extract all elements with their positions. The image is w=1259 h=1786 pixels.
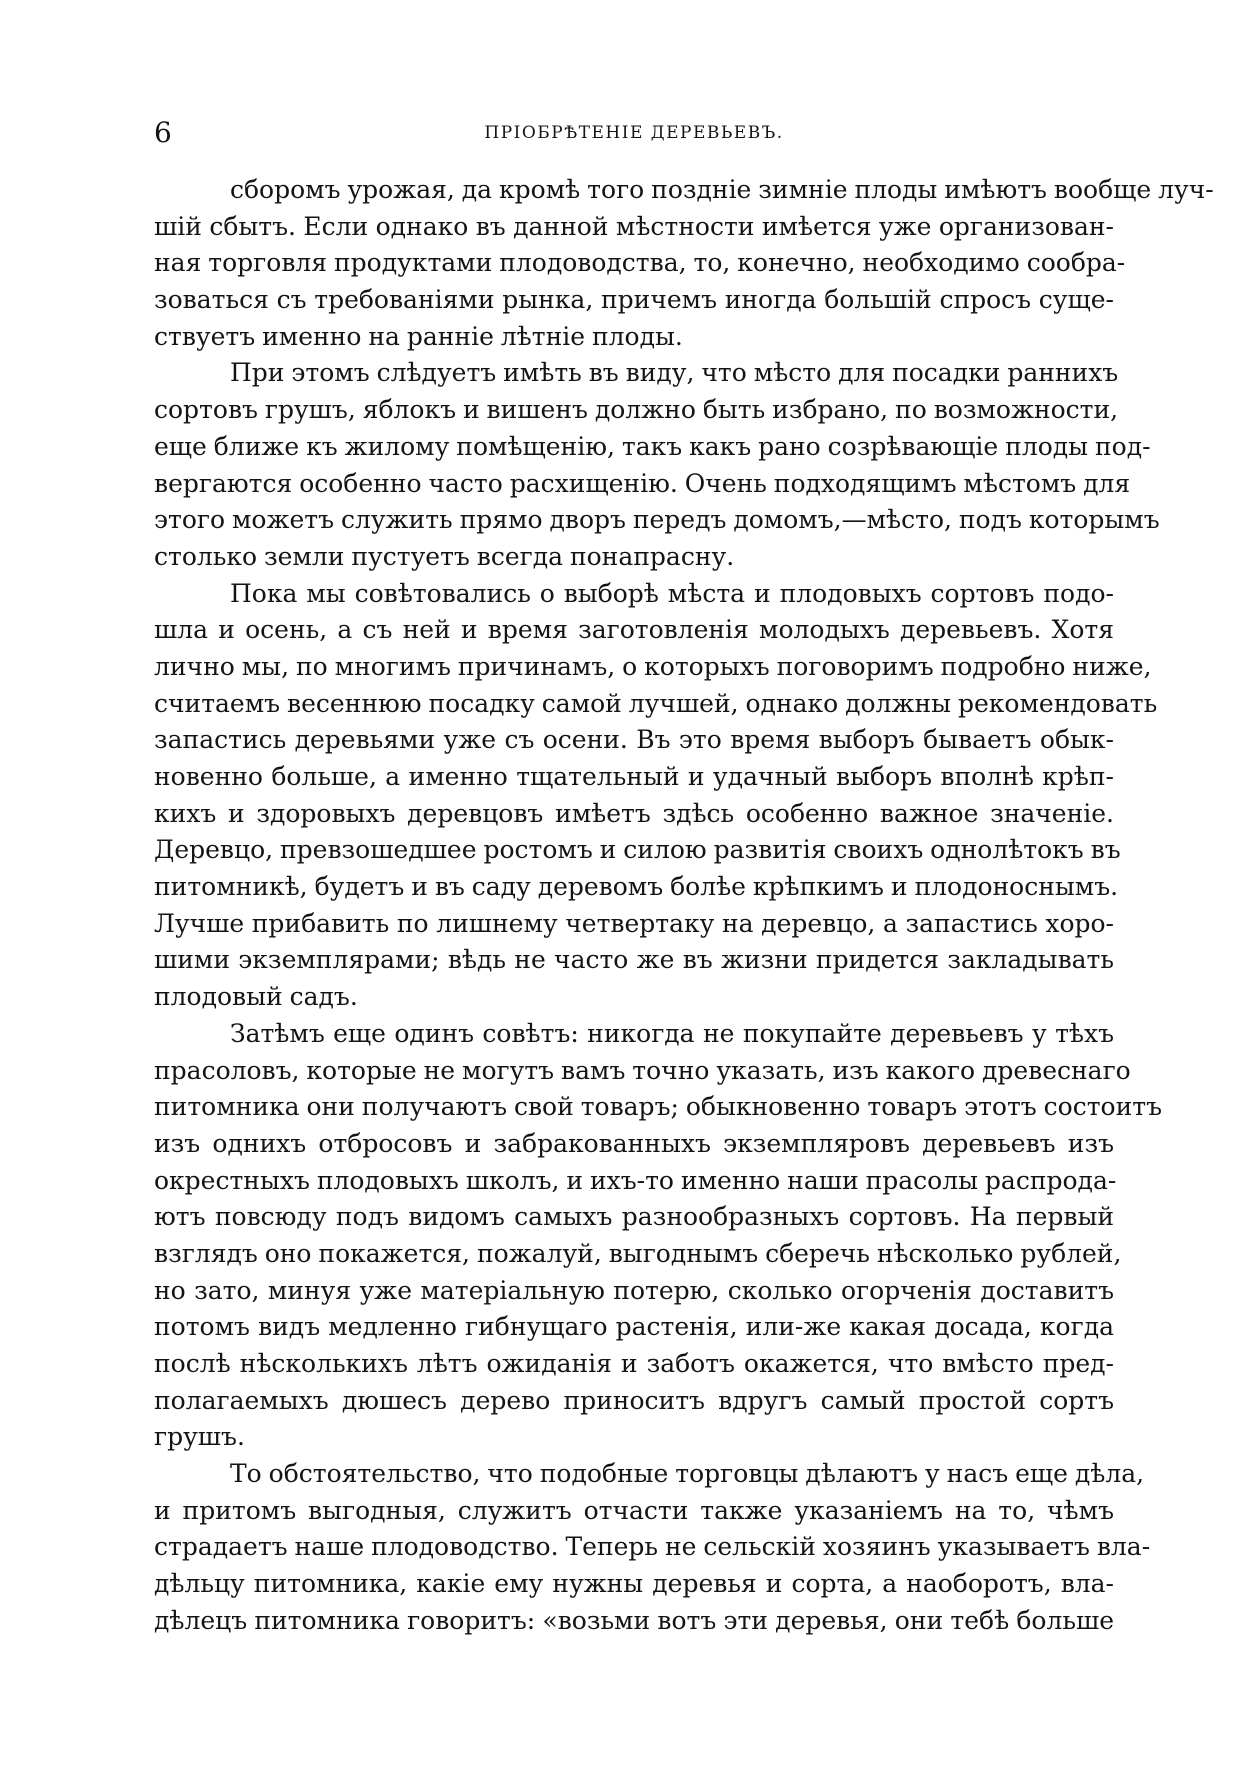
paragraph [154, 172, 1214, 355]
text-line: взглядъ оно покажется, пожалуй, выгоднымъ сберечь нѣсколько рублей, [154, 1238, 1122, 1268]
text-line: Деревцо, превзошедшее ростомъ и силою развитія своихъ однолѣтокъ въ [154, 835, 1121, 865]
text-line: грушъ. [154, 1422, 245, 1452]
text-line: кихъ и здоровыхъ деревцовъ имѣетъ здѣсь особенно важное значеніе. [154, 798, 1114, 828]
text-line: новенно больше, а именно тщательный и удачный выборъ вполнѣ крѣп- [154, 762, 1114, 791]
paragraph [154, 1016, 1162, 1456]
text-line: ствуетъ именно на ранніе лѣтніе плоды. [154, 321, 683, 351]
text-line: дѣльцу питомника, какіе ему нужны деревья и сорта, а наоборотъ, вла- [154, 1569, 1114, 1599]
text-line: Затѣмъ еще одинъ совѣтъ: никогда не покупайте деревьевъ у тѣхъ [230, 1018, 1114, 1048]
text-line: дѣлецъ питомника говоритъ: «возьми вотъ эти деревья, они тебѣ больше [154, 1605, 1114, 1635]
text-line: но зато, минуя уже матеріальную потерю, сколько огорченія доставитъ [154, 1275, 1114, 1305]
text-line: питомникѣ, будетъ и въ саду деревомъ болѣе крѣпкимъ и плодоноснымъ. [154, 872, 1119, 902]
text-line: полагаемыхъ дюшесъ дерево приноситъ вдругъ самый простой сортъ [154, 1385, 1114, 1415]
text-line: шла и осень, а съ ней и время заготовленія молодыхъ деревьевъ. Хотя [154, 615, 1114, 645]
running-head [154, 116, 1114, 156]
text-line: изъ однихъ отбросовъ и забракованныхъ экземпляровъ деревьевъ изъ [154, 1128, 1114, 1158]
text-line: еще ближе къ жилому помѣщенію, такъ какъ рано созрѣвающіе плоды под- [154, 431, 1151, 461]
text-line: послѣ нѣсколькихъ лѣтъ ожиданія и заботъ окажется, что вмѣсто пред- [154, 1349, 1114, 1378]
text-line: и притомъ выгодныя, служитъ отчасти также указаніемъ на то, чѣмъ [154, 1495, 1114, 1525]
text-line: окрестныхъ плодовыхъ школъ, и ихъ-то именно наши прасолы распрода- [154, 1165, 1117, 1195]
text-line: считаемъ весеннюю посадку самой лучшей, однако должны рекомендовать [154, 688, 1158, 718]
text-line: вергаются особенно часто расхищенію. Очень подходящимъ мѣстомъ для [154, 468, 1131, 498]
text-line: лично мы, по многимъ причинамъ, о которыхъ поговоримъ подробно ниже, [154, 651, 1152, 681]
text-line: плодовый садъ. [154, 982, 358, 1012]
text-line: ная торговля продуктами плодоводства, то, конечно, необходимо сообра- [154, 248, 1126, 278]
text-line: питомника они получаютъ свой товаръ; обыкновенно товаръ этотъ состоитъ [154, 1092, 1162, 1122]
text-line: этого можетъ служить прямо дворъ передъ домомъ,—мѣсто, подъ которымъ [154, 505, 1160, 535]
text-line: шій сбытъ. Если однако въ данной мѣстности имѣется уже организован- [154, 211, 1114, 241]
text-line: шими экземплярами; вѣдь не часто же въ жизни придется закладывать [154, 945, 1114, 975]
paragraph [154, 576, 1158, 1016]
text-line: страдаетъ наше плодоводство. Теперь не сельскій хозяинъ указываетъ вла- [154, 1532, 1151, 1562]
running-title: ПРІОБРѢТЕНІЕ ДЕРЕВЬЕВЪ. [484, 123, 784, 143]
text-line: прасоловъ, которые не могутъ вамъ точно указать, изъ какого древеснаго [154, 1055, 1131, 1085]
text-line: потомъ видъ медленно гибнущаго растенія, или-же какая досада, когда [154, 1312, 1114, 1342]
text-line: ютъ повсюду подъ видомъ самыхъ разнообразныхъ сортовъ. На первый [154, 1202, 1114, 1232]
text-line: сборомъ урожая, да кромѣ того поздніе зимніе плоды имѣютъ вообще луч- [230, 175, 1214, 204]
paragraph [154, 355, 1160, 575]
text-line: Пока мы совѣтовались о выборѣ мѣста и плодовыхъ сортовъ подо- [230, 578, 1114, 608]
text-line: При этомъ слѣдуетъ имѣть въ виду, что мѣсто для посадки раннихъ [230, 358, 1119, 388]
text-line: сортовъ грушъ, яблокъ и вишенъ должно быть избрано, по возможности, [154, 395, 1119, 425]
body-text [154, 172, 1214, 1640]
text-line: запастись деревьями уже съ осени. Въ это время выборъ бываетъ обык- [154, 725, 1114, 755]
text-line: столько земли пустуетъ всегда понапрасну. [154, 541, 735, 571]
text-line: Лучше прибавить по лишнему четвертаку на деревцо, а запастись хоро- [154, 908, 1114, 938]
text-line: То обстоятельство, что подобные торговцы дѣлаютъ у насъ еще дѣла, [230, 1459, 1145, 1489]
page-number: 6 [154, 116, 172, 149]
paragraph [154, 1456, 1151, 1639]
text-line: зоваться съ требованіями рынка, причемъ иногда большій спросъ суще- [154, 285, 1114, 315]
